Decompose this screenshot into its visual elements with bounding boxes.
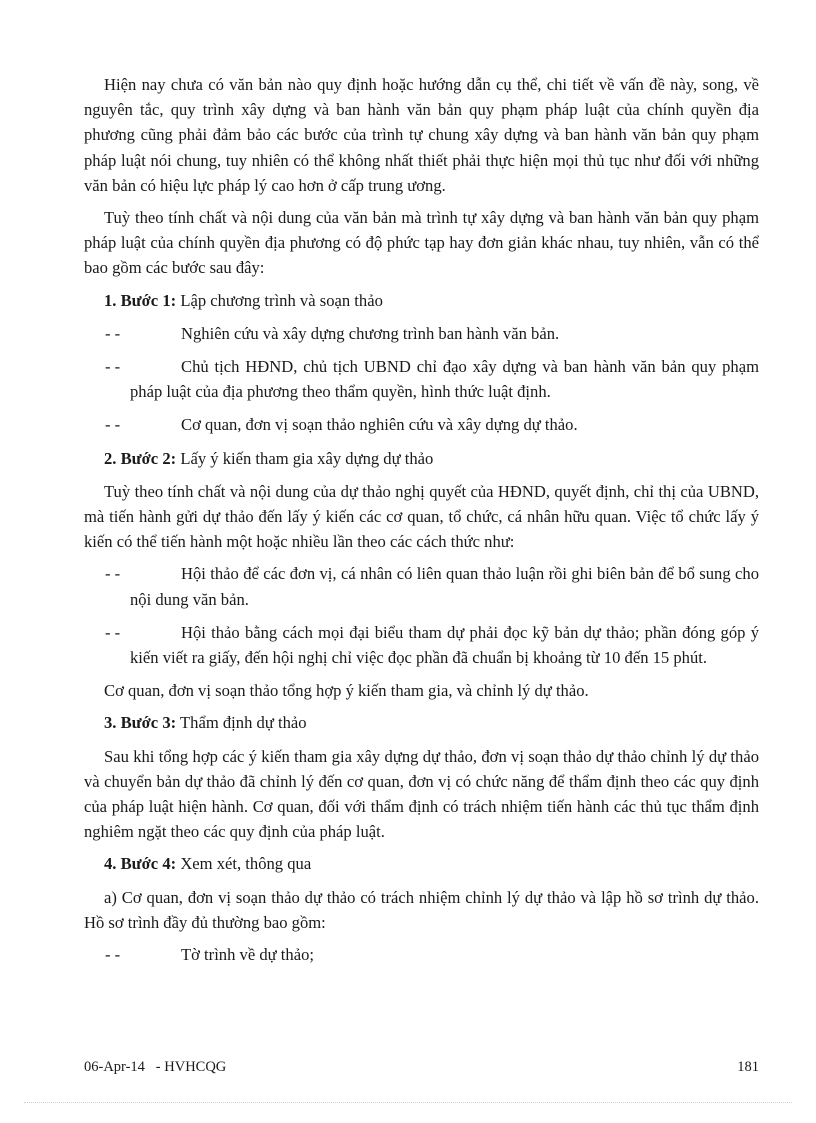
paragraph-revision: Cơ quan, đơn vị soạn thảo tổng hợp ý kiến tham gia, và chỉnh lý dự thảo. (104, 681, 589, 701)
document-page (84, 72, 759, 975)
footer-date: 06-Apr-14 (84, 1059, 145, 1075)
step-3-heading (84, 710, 759, 735)
step-4-heading (84, 851, 759, 876)
bottom-divider (24, 1102, 792, 1103)
step-2-title: Lấy ý kiến tham gia xây dựng dự thảo (180, 448, 434, 468)
step-3-number: 3. Bước 3: (104, 713, 177, 733)
step-1-title: Lập chương trình và soạn thảo (180, 290, 383, 310)
step-2-number: 2. Bước 2: (104, 448, 177, 468)
step-4-title: Xem xét, thông qua (180, 854, 312, 874)
step-1-number: 1. Bước 1: (104, 290, 177, 310)
footer-org: - HVHCQG (155, 1059, 227, 1075)
list-item: - - Hội thảo để các đơn vị, cá nhân có liên quan thảo luận rồi ghi biên bản để bổ sung cho nội dung văn bản. (105, 564, 759, 609)
paragraph-steps-intro: Tuỳ theo tính chất và nội dung của văn bản mà trình tự xây dựng và ban hành văn bản quy phạm pháp luật của chính quyền địa phương có độ phức tạp hay đơn giản khác nhau, tuy nhiên, vẫn có thể bao gồm các bước sau đây: (84, 208, 759, 278)
step-1-heading (84, 288, 759, 313)
step-4-number: 4. Bước 4: (104, 854, 177, 874)
step-2-heading (84, 446, 759, 471)
paragraph-consultation: Tuỳ theo tính chất và nội dung của dự thảo nghị quyết của HĐND, quyết định, chỉ thị của UBND, mà tiến hành gửi dự thảo đến lấy ý kiến các cơ quan, tổ chức, cá nhân hữu quan. Việc tổ chức lấy ý kiến có thể tiến hành một hoặc nhiều lần theo các cách thức như: (84, 481, 759, 552)
list-item: - - Nghiên cứu và xây dựng chương trình ban hành văn bản. (105, 323, 560, 343)
list-item: - - Chủ tịch HĐND, chủ tịch UBND chỉ đạo xây dựng và ban hành văn bản quy phạm pháp luật của địa phương theo thẩm quyền, hình thức luật định. (105, 357, 759, 402)
page-number: 181 (737, 1059, 759, 1075)
list-item: - - Cơ quan, đơn vị soạn thảo nghiên cứu và xây dựng dự thảo. (105, 415, 578, 435)
footer-source (84, 1059, 226, 1076)
list-item: - - Hội thảo bằng cách mọi đại biểu tham dự phải đọc kỹ bản dự thảo; phần đóng góp ý kiến viết ra giấy, đến hội nghị chỉ việc đọc phần đã chuẩn bị khoảng từ 10 đến 15 phút. (105, 622, 759, 668)
list-item: - - Tờ trình về dự thảo; (105, 945, 314, 965)
page-footer (84, 1059, 759, 1076)
paragraph-dossier: a) Cơ quan, đơn vị soạn thảo dự thảo có trách nhiệm chỉnh lý dự thảo và lập hồ sơ trình dự thảo. Hồ sơ trình đầy đủ thường bao gồm: (84, 887, 759, 932)
step-3-title: Thẩm định dự thảo (180, 713, 307, 733)
paragraph-appraisal: Sau khi tổng hợp các ý kiến tham gia xây dựng dự thảo, đơn vị soạn thảo dự thảo chỉnh lý dự thảo và chuyển bản dự thảo đã chỉnh lý đến cơ quan, đơn vị có chức năng để thẩm định theo các quy định của pháp luật hiện hành. Cơ quan, đối với thẩm định có trách nhiệm tiến hành các thủ tục thẩm định nghiêm ngặt theo các quy định của pháp luật. (84, 746, 759, 842)
paragraph-intro: Hiện nay chưa có văn bản nào quy định hoặc hướng dẫn cụ thể, chi tiết về vấn đề này, song, về nguyên tắc, quy trình xây dựng và ban hành văn bản quy phạm pháp luật của chính quyền địa phương cũng phải đảm bảo các bước của trình tự chung xây dựng và ban hành văn bản quy phạm pháp luật nói chung, tuy nhiên có thể không nhất thiết phải thực hiện mọi thủ tục như đối với những văn bản có hiệu lực pháp lý cao hơn ở cấp trung ương. (84, 75, 759, 195)
